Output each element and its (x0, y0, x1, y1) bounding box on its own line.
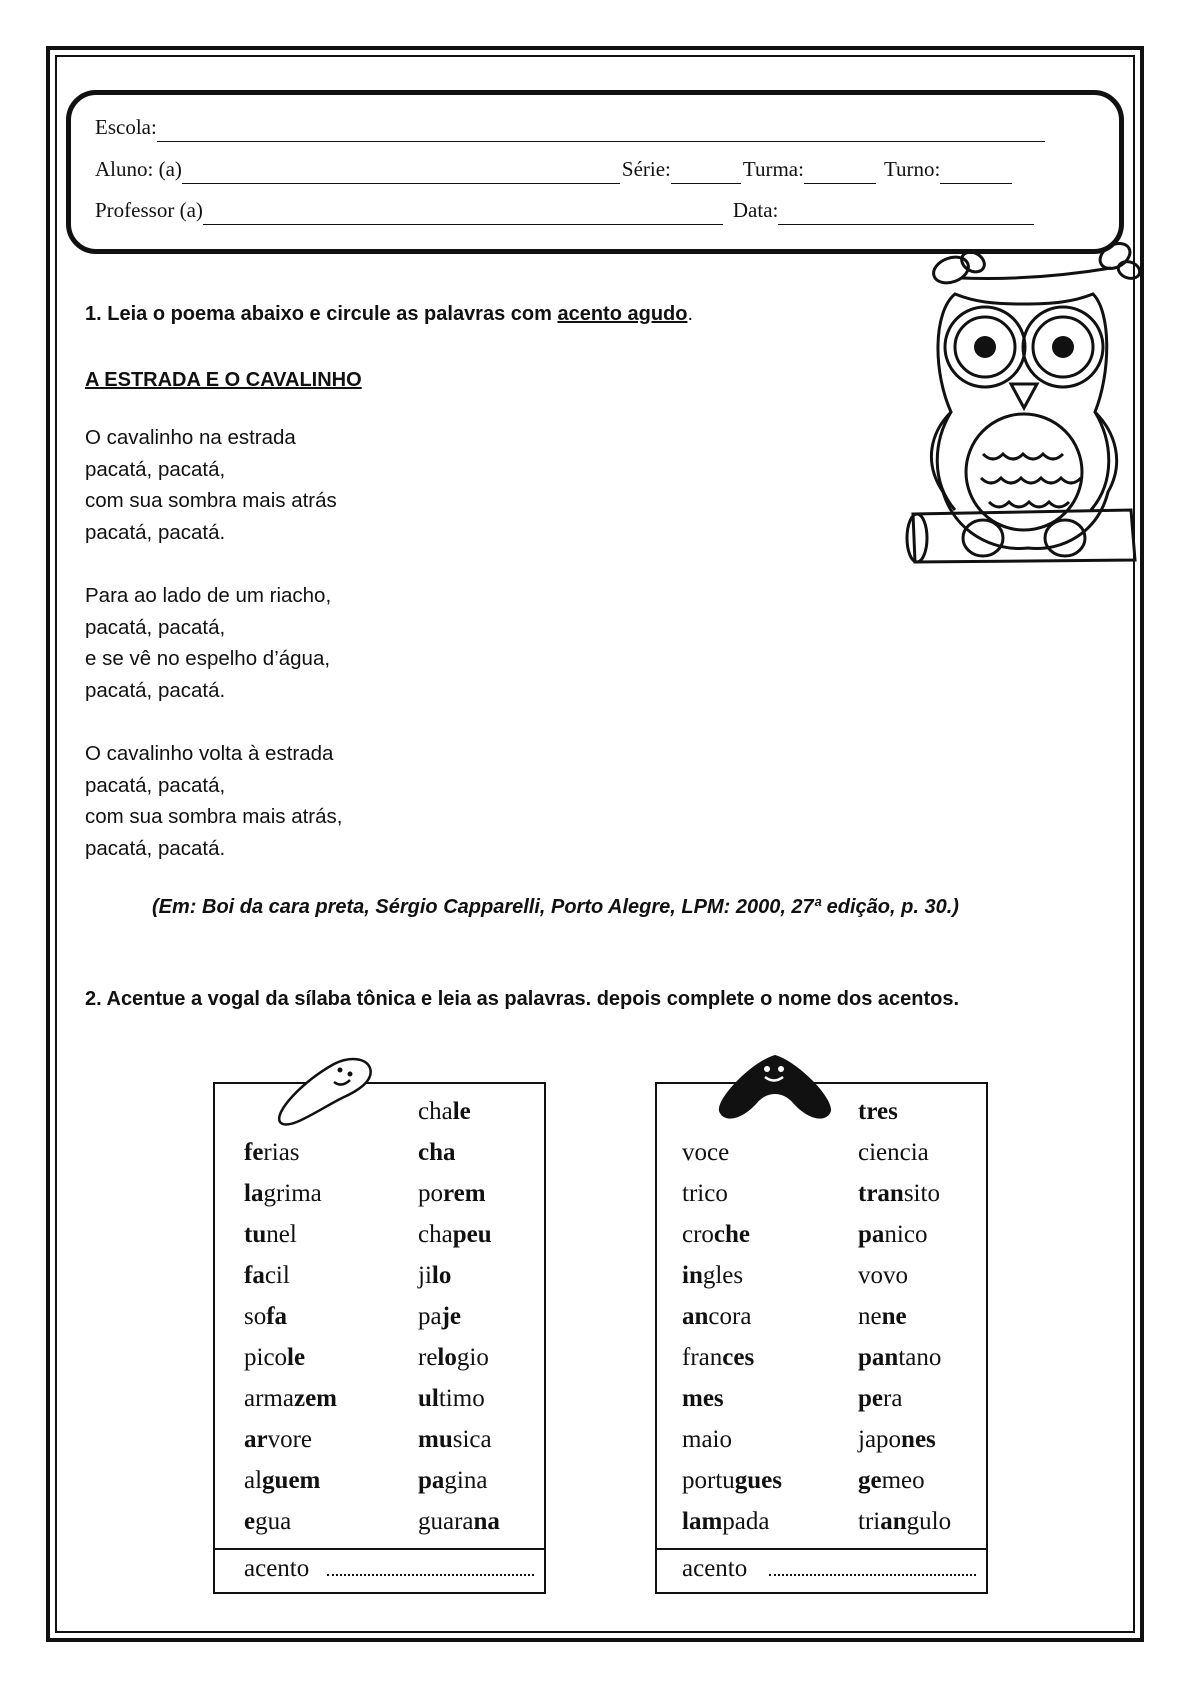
teacher-label: Professor (a) (95, 198, 203, 222)
acute-accent-smiley-icon (272, 1052, 382, 1128)
student-label: Aluno: (a) (95, 157, 182, 181)
poem-line: O cavalinho na estrada (85, 426, 296, 449)
word-item[interactable]: vovo (858, 1262, 908, 1289)
student-row (95, 157, 1095, 184)
word-item[interactable]: japones (858, 1426, 936, 1453)
student-info-box (66, 90, 1124, 254)
word-item[interactable]: panico (858, 1221, 928, 1248)
word-item[interactable]: pagina (418, 1467, 488, 1494)
class-field[interactable] (804, 161, 876, 184)
poem-stanza (85, 422, 342, 548)
question-1-emphasis: acento agudo (557, 303, 688, 325)
word-item[interactable]: voce (682, 1139, 730, 1166)
poem-line: com sua sombra mais atrás (85, 489, 337, 512)
word-item[interactable]: pera (858, 1385, 903, 1412)
word-item[interactable]: relogio (418, 1344, 489, 1371)
word-item[interactable]: chapeu (418, 1221, 492, 1248)
grade-field[interactable] (671, 161, 741, 184)
poem-line: com sua sombra mais atrás, (85, 805, 343, 828)
word-item[interactable]: lagrima (244, 1180, 322, 1207)
acute-word-table (213, 1082, 546, 1594)
word-item[interactable]: transito (858, 1180, 940, 1207)
question-1-text: 1. Leia o poema abaixo e circule as palavras com (85, 303, 558, 325)
word-item[interactable]: cha (418, 1139, 456, 1166)
poem-body (85, 422, 342, 896)
word-item[interactable]: trico (682, 1180, 728, 1207)
accent-label: acento (682, 1555, 748, 1582)
word-item[interactable]: ancora (682, 1303, 752, 1330)
table-footer (215, 1548, 544, 1592)
word-item[interactable]: sofa (244, 1303, 288, 1330)
teacher-field[interactable] (203, 202, 723, 225)
poem-line: e se vê no espelho d’água, (85, 647, 331, 670)
poem-line: pacatá, pacatá. (85, 678, 226, 702)
word-item[interactable]: facil (244, 1262, 290, 1289)
word-item[interactable]: musica (418, 1426, 492, 1453)
word-item[interactable]: paje (418, 1303, 462, 1330)
word-item[interactable]: gemeo (858, 1467, 925, 1494)
school-row (95, 115, 1095, 142)
poem-line: pacatá, pacatá, (85, 457, 226, 481)
question-2: 2. Acentue a vogal da sílaba tônica e leia as palavras. depois complete o nome dos acentos. (85, 988, 960, 1010)
question-1 (85, 303, 693, 326)
word-item[interactable]: jilo (418, 1262, 452, 1289)
date-field[interactable] (778, 202, 1034, 225)
word-item[interactable]: mes (682, 1385, 724, 1412)
word-item[interactable]: lampada (682, 1508, 770, 1535)
word-item[interactable]: ultimo (418, 1385, 485, 1412)
word-item[interactable]: ferias (244, 1139, 300, 1166)
word-item[interactable]: alguem (244, 1467, 321, 1494)
word-item[interactable]: pantano (858, 1344, 942, 1371)
word-item[interactable]: ingles (682, 1262, 744, 1289)
word-item[interactable]: armazem (244, 1385, 337, 1412)
poem-line: pacatá, pacatá. (85, 836, 226, 860)
word-item[interactable]: frances (682, 1344, 755, 1371)
word-item[interactable]: triangulo (858, 1508, 952, 1535)
school-label: Escola: (95, 115, 157, 139)
word-item[interactable]: nene (858, 1303, 907, 1330)
word-item[interactable]: ciencia (858, 1139, 929, 1166)
class-label: Turma: (742, 157, 804, 181)
shift-field[interactable] (940, 161, 1012, 184)
word-item[interactable]: tunel (244, 1221, 297, 1248)
accent-answer-field[interactable] (769, 1574, 976, 1576)
table-footer (657, 1548, 986, 1592)
question-1-suffix: . (687, 303, 694, 325)
shift-label: Turno: (883, 157, 941, 181)
school-field[interactable] (157, 119, 1045, 142)
accent-answer-field[interactable] (327, 1574, 534, 1576)
date-label: Data: (732, 198, 779, 222)
poem-line: pacatá, pacatá. (85, 520, 226, 544)
teacher-row (95, 198, 1095, 225)
word-item[interactable]: porem (418, 1180, 486, 1207)
owl-illustration-icon (903, 242, 1143, 622)
word-item[interactable]: guarana (418, 1508, 500, 1535)
poem-citation: (Em: Boi da cara preta, Sérgio Capparelli, Porto Alegre, LPM: 2000, 27ª edição, p. 30.) (152, 896, 959, 918)
word-item[interactable]: portugues (682, 1467, 783, 1494)
poem-line: Para ao lado de um riacho, (85, 584, 332, 607)
poem-line: pacatá, pacatá, (85, 773, 226, 797)
word-item[interactable]: maio (682, 1426, 732, 1453)
grade-label: Série: (621, 157, 671, 181)
word-item[interactable]: tres (858, 1098, 898, 1125)
word-item[interactable]: egua (244, 1508, 292, 1535)
word-item[interactable]: picole (244, 1344, 306, 1371)
word-item[interactable]: arvore (244, 1426, 313, 1453)
accent-label: acento (244, 1555, 310, 1582)
word-item[interactable]: croche (682, 1221, 751, 1248)
poem-line: pacatá, pacatá, (85, 615, 226, 639)
circumflex-accent-smiley-icon (713, 1047, 837, 1127)
circumflex-word-table (655, 1082, 988, 1594)
poem-title: A ESTRADA E O CAVALINHO (85, 369, 362, 391)
student-field[interactable] (182, 161, 620, 184)
poem-stanza (85, 580, 342, 706)
word-item[interactable]: chale (418, 1098, 471, 1125)
poem-stanza (85, 738, 342, 864)
poem-line: O cavalinho volta à estrada (85, 742, 334, 765)
